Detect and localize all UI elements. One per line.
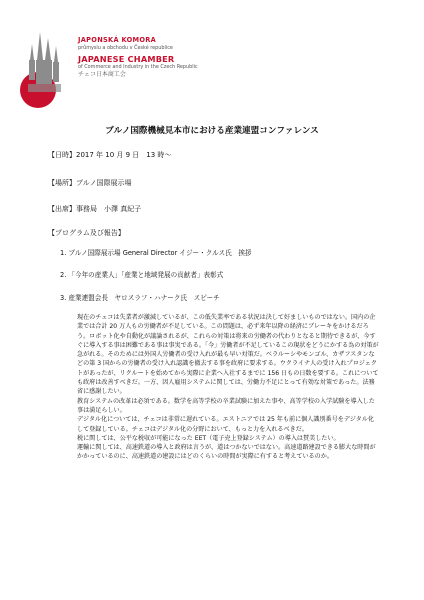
date-field: 【日時】2017 年 10 月 9 日 13 時～ <box>48 151 172 159</box>
logo-line-english-name: JAPANESE CHAMBER <box>78 53 175 64</box>
place-field: 【場所】ブルノ国際展示場 <box>48 179 132 187</box>
paragraph-tax: 税に関しては、公平な税収が可能になった EET（電子売上登録システム）の導入は賛美したい。 <box>77 434 340 442</box>
logo-line-czech-name: JAPONSKÁ KOMORA <box>78 36 157 44</box>
program-item-3: 3. 産業連盟会長 ヤロスラフ・ハナーク氏 スピーチ <box>60 294 220 302</box>
program-item-2: 2. 「今年の産業人」「産業と地域発展の貢献者」表彰式 <box>60 271 224 279</box>
speech-summary <box>77 313 379 462</box>
program-item-1: 1. ブルノ国際展示場 General Director イジー・クルス氏 挨拶 <box>60 249 252 257</box>
paragraph-digitalization: デジタル化については、チェコは非常に遅れている。エストニアでは 25 年も前に個人識別番号をデジタル化して登録している。チェコはデジタル化の分野において、もっと力を入れるべきだ。 <box>77 416 374 433</box>
paragraph-labor-shortage: 現在のチェコは失業者が激減しているが、この低失業率である状況は決して好ましいものではない。国内の企業では合計 20 万人もの労働者が不足している。この問題は、必ず来年以降の経済にブレーキをかけるだろう。ロボット化や自動化が議論されるが、これらの対策は将来の労働者の代わりとなると期待できるが、今すぐに導入する事は困難である事は事実である。「今」労働者が不足しているこの現状をどうにかする為の対策が急がれる。そのためには外国人労働者の受け入れが最も早い対策だ。ベラルーシやモンゴル、カザフスタンなどの第 3 国からの労働者の受け入れ認識を撤去する事を政府に要求する。ウクライナ人の受け入れプロジェクトがあったが、リクルートを始めてから実際に企業へ入社するまでに 156 日もの日数を要する。これについても政府は改善すべきだ。一方、因人雇用システムに関しては、労働力不足にとって有効な対策であった。法務省に感謝したい。 <box>77 314 379 396</box>
document-title: ブルノ国際機械見本市における産業連盟コンファレンス <box>105 126 319 136</box>
logo-text-block <box>78 37 198 78</box>
paragraph-education: 教育システムの改革は必須である。数学を高等学校の卒業試験に加えた事や、高等学校の入学試験を導入した事は満足らしい。 <box>77 397 375 414</box>
attendee-field: 【出席】事務局 小澤 真紀子 <box>48 205 142 213</box>
chamber-logo <box>18 30 248 115</box>
cathedral-spires-icon <box>18 30 78 112</box>
logo-line-english-sub: of Commerce and Industry in the Czech Republic <box>78 63 198 70</box>
program-heading: 【プログラム及び報告】 <box>48 229 125 237</box>
logo-line-japanese-name: チェコ日本商工会 <box>78 70 126 78</box>
paragraph-transport: 運輸に関しては、高速鉄道の導入と政府は言うが、道はつかないではない。高速道路建設できる膨大な時間がかかっているのに、高速鉄道の建設にはどのくらいの時間が実際に有すると考えているのか。 <box>77 444 376 461</box>
logo-line-czech-sub: průmyslu a obchodu v České republice <box>78 44 173 51</box>
